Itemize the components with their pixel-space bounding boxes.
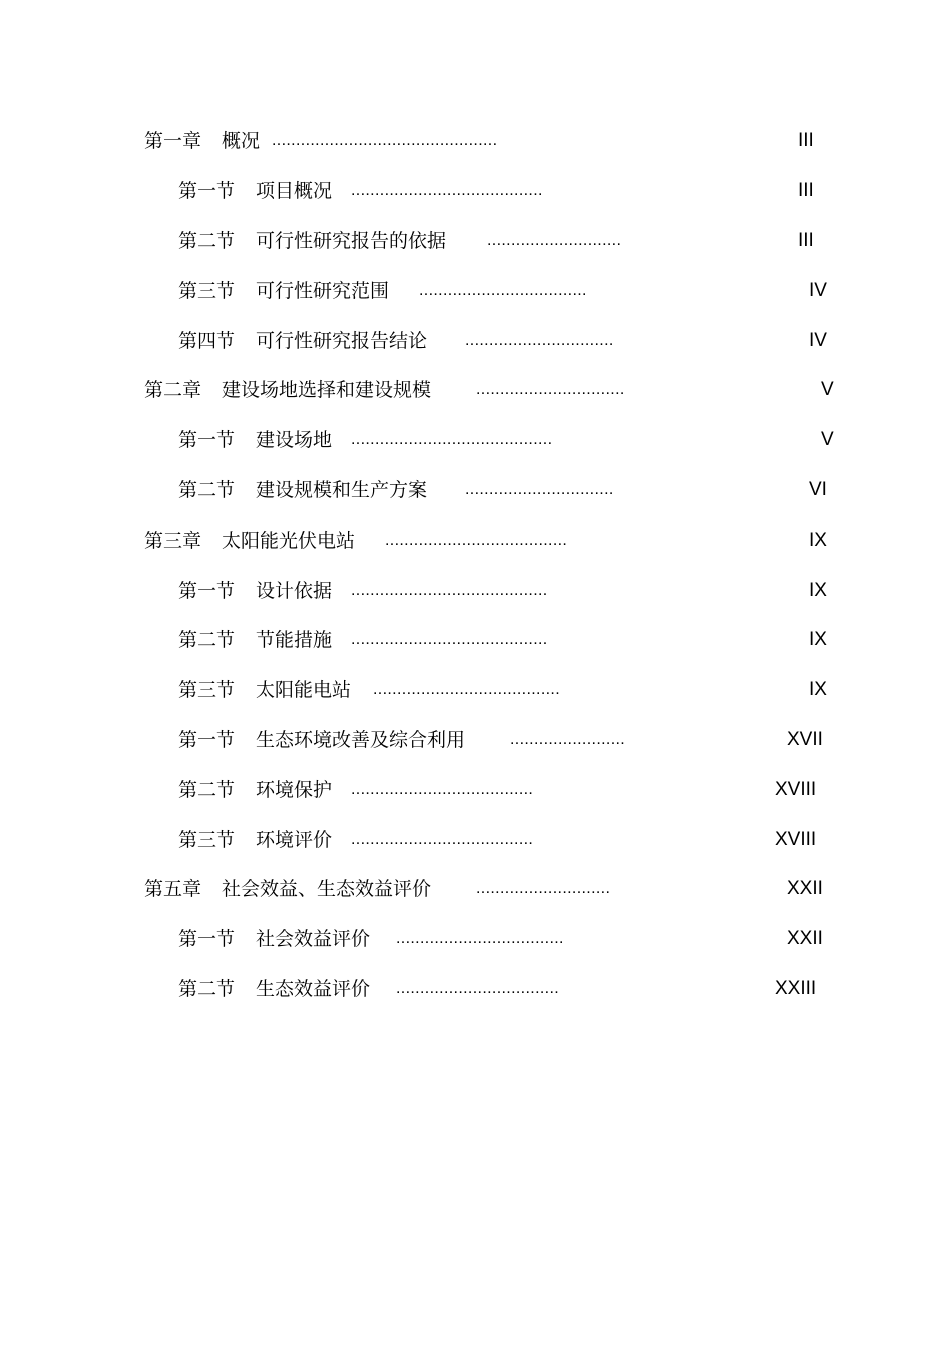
toc-entry-page: IX: [809, 679, 827, 700]
toc-entry-section: [0, 623, 950, 657]
toc-entry-number: 第一节: [178, 729, 236, 751]
toc-entry-title: 环境评价: [256, 829, 333, 851]
toc-entry-page: V: [821, 379, 834, 400]
toc-entry-title: 节能措施: [256, 629, 333, 651]
toc-entry-page: IX: [809, 580, 827, 601]
toc-entry-number: 第一节: [178, 429, 236, 451]
toc-entry-title: 环境保护: [256, 779, 333, 801]
toc-entry-number: 第一节: [178, 180, 236, 202]
toc-entry-title: 可行性研究报告的依据: [256, 230, 447, 252]
toc-entry-number: 第二节: [178, 978, 236, 1000]
toc-entry-number: 第三章: [144, 530, 202, 552]
toc-entry-chapter: [0, 124, 950, 158]
toc-entry-page: V: [821, 429, 834, 450]
toc-leader-dots: ........................................: [351, 182, 543, 199]
toc-entry-section: [0, 574, 950, 608]
toc-entry-section: [0, 274, 950, 308]
toc-entry-title: 建设场地: [256, 429, 333, 451]
toc-leader-dots: ............................: [476, 880, 611, 897]
toc-entry-section: [0, 723, 950, 757]
toc-entry-section: [0, 823, 950, 857]
toc-entry-page: VI: [809, 479, 827, 500]
toc-leader-dots: ......................................: [351, 781, 534, 798]
toc-entry-number: 第二节: [178, 779, 236, 801]
toc-leader-dots: ......................................: [385, 532, 568, 549]
toc-leader-dots: ...............................................: [272, 132, 498, 149]
toc-entry-section: [0, 174, 950, 208]
toc-entry-title: 社会效益、生态效益评价: [222, 878, 432, 900]
toc-entry-page: IV: [809, 330, 827, 351]
toc-entry-number: 第二节: [178, 629, 236, 651]
toc-entry-title: 太阳能电站: [256, 679, 352, 701]
toc-leader-dots: ...................................: [396, 930, 564, 947]
toc-entry-page: III: [798, 180, 814, 201]
toc-entry-number: 第三节: [178, 679, 236, 701]
toc-entry-section: [0, 922, 950, 956]
toc-entry-page: IV: [809, 280, 827, 301]
toc-entry-number: 第一节: [178, 580, 236, 602]
toc-entry-number: 第三节: [178, 280, 236, 302]
toc-entry-section: [0, 972, 950, 1006]
toc-entry-number: 第三节: [178, 829, 236, 851]
toc-entry-title: 太阳能光伏电站: [222, 530, 356, 552]
toc-entry-title: 可行性研究范围: [256, 280, 390, 302]
toc-entry-title: 可行性研究报告结论: [256, 330, 428, 352]
toc-entry-section: [0, 773, 950, 807]
toc-entry-number: 第一节: [178, 928, 236, 950]
toc-leader-dots: ...................................: [419, 282, 587, 299]
toc-entry-chapter: [0, 373, 950, 407]
toc-entry-chapter: [0, 524, 950, 558]
toc-entry-page: IX: [809, 530, 827, 551]
toc-entry-section: [0, 324, 950, 358]
toc-entry-title: 生态环境改善及综合利用: [256, 729, 466, 751]
toc-entry-section: [0, 673, 950, 707]
toc-entry-page: III: [798, 130, 814, 151]
toc-entry-number: 第四节: [178, 330, 236, 352]
toc-entry-number: 第二章: [144, 379, 202, 401]
toc-leader-dots: ...............................: [476, 381, 625, 398]
toc-leader-dots: ...............................: [465, 332, 614, 349]
toc-entry-title: 建设场地选择和建设规模: [222, 379, 432, 401]
toc-entry-page: XVIII: [775, 779, 817, 800]
toc-entry-number: 第五章: [144, 878, 202, 900]
toc-entry-page: XXII: [787, 928, 823, 949]
toc-entry-title: 生态效益评价: [256, 978, 371, 1000]
toc-entry-page: IX: [809, 629, 827, 650]
toc-entry-section: [0, 473, 950, 507]
toc-entry-page: XXIII: [775, 978, 817, 999]
toc-entry-page: III: [798, 230, 814, 251]
toc-entry-title: 社会效益评价: [256, 928, 371, 950]
toc-leader-dots: ..................................: [396, 980, 560, 997]
toc-entry-number: 第二节: [178, 479, 236, 501]
toc-entry-page: XXII: [787, 878, 823, 899]
toc-entry-page: XVII: [787, 729, 823, 750]
toc-entry-number: 第一章: [144, 130, 202, 152]
toc-leader-dots: .........................................: [351, 582, 548, 599]
toc-leader-dots: ......................................: [351, 831, 534, 848]
toc-entry-title: 项目概况: [256, 180, 333, 202]
toc-entry-number: 第二节: [178, 230, 236, 252]
toc-leader-dots: .......................................: [373, 681, 561, 698]
toc-leader-dots: ............................: [487, 232, 622, 249]
toc-leader-dots: ...............................: [465, 481, 614, 498]
toc-entry-page: XVIII: [775, 829, 817, 850]
toc-entry-section: [0, 423, 950, 457]
toc-leader-dots: ..........................................: [351, 431, 553, 448]
toc-entry-chapter: [0, 872, 950, 906]
toc-leader-dots: ........................: [510, 731, 626, 748]
toc-leader-dots: .........................................: [351, 631, 548, 648]
toc-entry-title: 设计依据: [256, 580, 333, 602]
toc-entry-title: 建设规模和生产方案: [256, 479, 428, 501]
toc-entry-section: [0, 224, 950, 258]
toc-entry-title: 概况: [222, 130, 261, 152]
